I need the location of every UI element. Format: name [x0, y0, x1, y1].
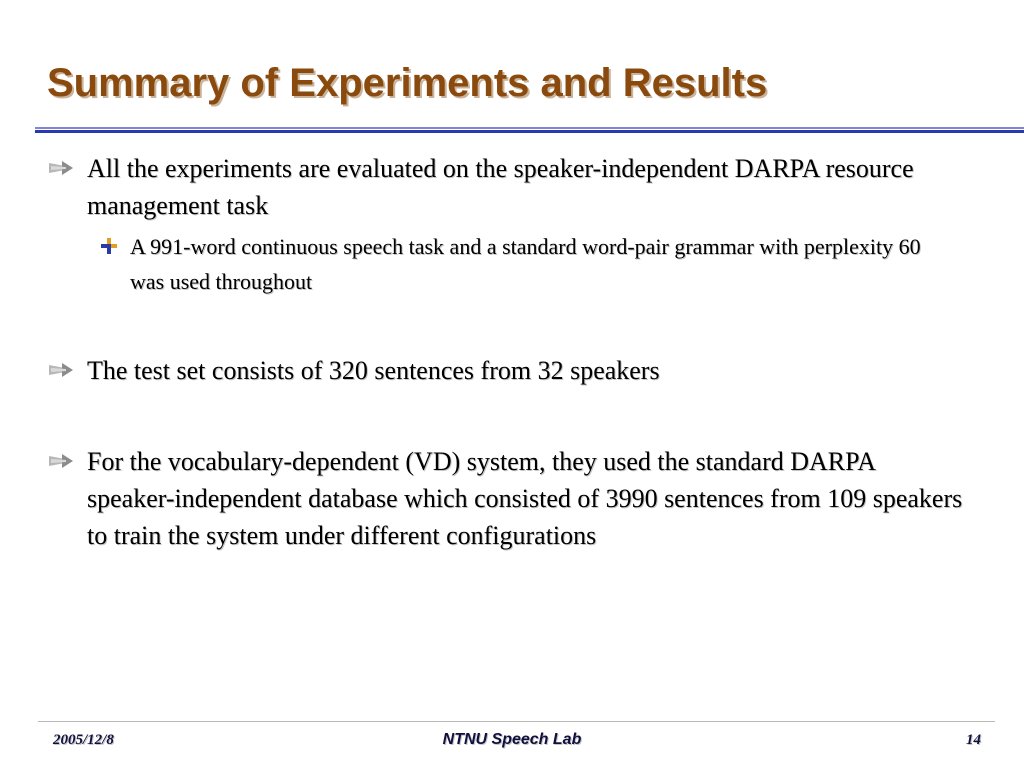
- footer-divider: [38, 721, 995, 722]
- sub-bullet-text-1: A 991-word continuous speech task and a standard word-pair grammar with perplexity 60 was used throughout: [130, 234, 921, 294]
- arrow-bullet-icon: [48, 363, 74, 377]
- bullet-item-1: [48, 150, 968, 224]
- bullet-item-2: [48, 352, 968, 389]
- arrow-bullet-icon: [48, 161, 74, 175]
- bullet-text-1: All the experiments are evaluated on the speaker-independent DARPA resource management task: [87, 154, 914, 220]
- slide-title: Summary of Experiments and Results: [47, 61, 768, 105]
- title-divider-light-line: [35, 127, 1024, 129]
- footer-lab-name: NTNU Speech Lab: [442, 731, 582, 748]
- bullet-text-3: For the vocabulary-dependent (VD) system, they used the standard DARPA speaker-independent database which consisted of 3990 sentences from 109 speakers to train the system under different configurations: [87, 447, 963, 550]
- title-divider: [35, 127, 1024, 133]
- sub-bullet-item-1: [100, 229, 960, 299]
- footer-date: 2005/12/8: [53, 732, 114, 748]
- cross-bullet-icon: [100, 237, 118, 255]
- bullet-text-2: The test set consists of 320 sentences from 32 speakers: [87, 356, 660, 385]
- footer-page-number: 14: [966, 732, 981, 748]
- arrow-bullet-icon: [48, 454, 74, 468]
- bullet-item-3: [48, 443, 968, 554]
- title-divider-dark-line: [35, 130, 1024, 133]
